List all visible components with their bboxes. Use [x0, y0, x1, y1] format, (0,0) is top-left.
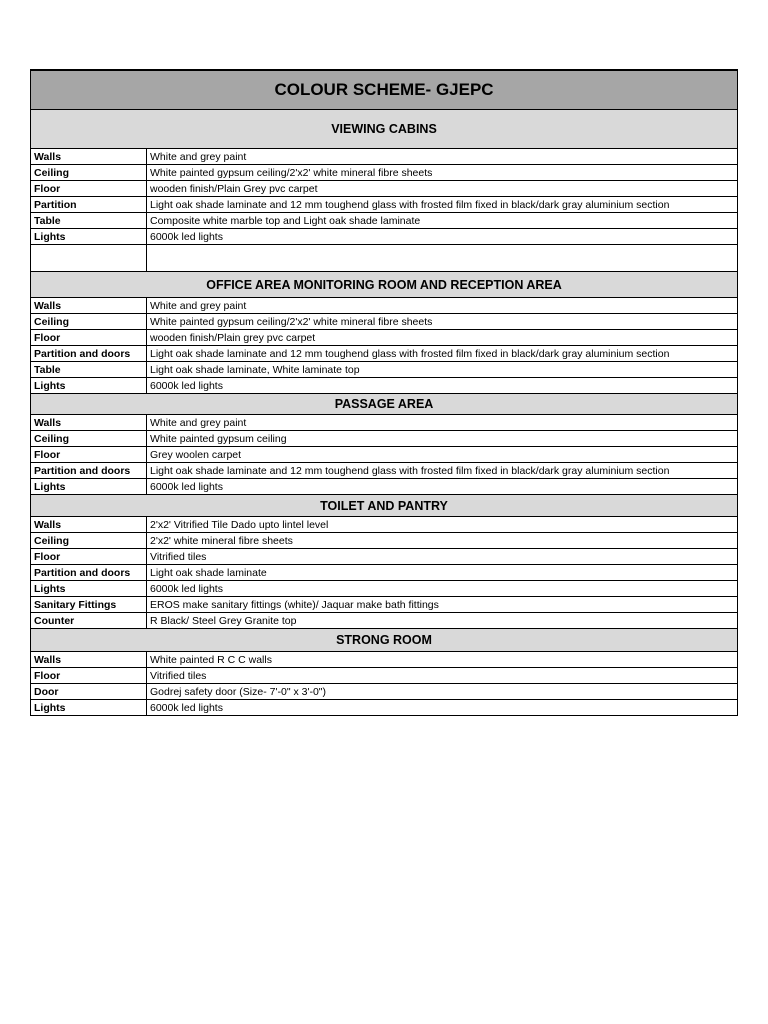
row-value: Vitrified tiles — [147, 549, 738, 565]
row-label: Table — [31, 362, 147, 378]
row-label: Floor — [31, 549, 147, 565]
row-label — [31, 245, 147, 272]
table-row — [31, 431, 738, 447]
section-header-row — [31, 629, 738, 652]
section-header-row — [31, 110, 738, 149]
row-value: Light oak shade laminate and 12 mm toughend glass with frosted film fixed in black/dark gray aluminium section — [147, 346, 738, 362]
table-row — [31, 298, 738, 314]
row-value: 6000k led lights — [147, 378, 738, 394]
row-label: Walls — [31, 652, 147, 668]
row-value: Grey woolen carpet — [147, 447, 738, 463]
row-value: White and grey paint — [147, 298, 738, 314]
row-label: Counter — [31, 613, 147, 629]
table-row — [31, 181, 738, 197]
section-header-row — [31, 394, 738, 415]
table-row — [31, 479, 738, 495]
table-row — [31, 229, 738, 245]
row-value: White and grey paint — [147, 415, 738, 431]
row-value: Vitrified tiles — [147, 668, 738, 684]
table-row — [31, 652, 738, 668]
row-value: White painted R C C walls — [147, 652, 738, 668]
row-label: Ceiling — [31, 431, 147, 447]
table-row — [31, 346, 738, 362]
row-label: Lights — [31, 229, 147, 245]
section-header-row — [31, 495, 738, 517]
row-label: Walls — [31, 415, 147, 431]
row-label: Floor — [31, 447, 147, 463]
row-value: 6000k led lights — [147, 700, 738, 716]
table-row — [31, 447, 738, 463]
row-value: Light oak shade laminate and 12 mm toughend glass with frosted film fixed in black/dark gray aluminium section — [147, 197, 738, 213]
row-value: wooden finish/Plain Grey pvc carpet — [147, 181, 738, 197]
row-label: Ceiling — [31, 533, 147, 549]
row-label: Walls — [31, 517, 147, 533]
row-label: Sanitary Fittings — [31, 597, 147, 613]
row-label: Lights — [31, 700, 147, 716]
row-value: Godrej safety door (Size- 7'-0" x 3'-0") — [147, 684, 738, 700]
table-row — [31, 245, 738, 272]
row-label: Lights — [31, 378, 147, 394]
row-label: Floor — [31, 181, 147, 197]
section-heading: OFFICE AREA MONITORING ROOM AND RECEPTION AREA — [31, 272, 738, 298]
table-row — [31, 463, 738, 479]
table-body — [31, 70, 738, 716]
row-label: Partition and doors — [31, 565, 147, 581]
table-row — [31, 684, 738, 700]
row-value — [147, 245, 738, 272]
table-row — [31, 565, 738, 581]
row-value: White and grey paint — [147, 149, 738, 165]
row-value: White painted gypsum ceiling/2'x2' white mineral fibre sheets — [147, 165, 738, 181]
table-row — [31, 517, 738, 533]
row-label: Floor — [31, 668, 147, 684]
row-value: 6000k led lights — [147, 479, 738, 495]
sheet-title: COLOUR SCHEME- GJEPC — [31, 70, 738, 110]
row-label: Floor — [31, 330, 147, 346]
title-row — [31, 70, 738, 110]
row-value: Light oak shade laminate — [147, 565, 738, 581]
row-label: Door — [31, 684, 147, 700]
row-value: White painted gypsum ceiling/2'x2' white mineral fibre sheets — [147, 314, 738, 330]
row-label: Table — [31, 213, 147, 229]
row-label: Partition and doors — [31, 463, 147, 479]
row-value: Light oak shade laminate and 12 mm toughend glass with frosted film fixed in black/dark gray aluminium section — [147, 463, 738, 479]
table-row — [31, 533, 738, 549]
row-label: Partition — [31, 197, 147, 213]
table-row — [31, 581, 738, 597]
row-label: Walls — [31, 149, 147, 165]
section-heading: PASSAGE AREA — [31, 394, 738, 415]
table-row — [31, 314, 738, 330]
table-row — [31, 415, 738, 431]
section-heading: VIEWING CABINS — [31, 110, 738, 149]
row-value: wooden finish/Plain grey pvc carpet — [147, 330, 738, 346]
row-label: Lights — [31, 581, 147, 597]
table-row — [31, 700, 738, 716]
row-value: 6000k led lights — [147, 581, 738, 597]
row-value: 2'x2' white mineral fibre sheets — [147, 533, 738, 549]
table-row — [31, 330, 738, 346]
row-value: 6000k led lights — [147, 229, 738, 245]
row-label: Walls — [31, 298, 147, 314]
table-row — [31, 197, 738, 213]
table-row — [31, 362, 738, 378]
row-value: 2'x2' Vitrified Tile Dado upto lintel level — [147, 517, 738, 533]
table-row — [31, 597, 738, 613]
table-row — [31, 149, 738, 165]
table-row — [31, 213, 738, 229]
row-value: Light oak shade laminate, White laminate top — [147, 362, 738, 378]
row-value: R Black/ Steel Grey Granite top — [147, 613, 738, 629]
row-value: White painted gypsum ceiling — [147, 431, 738, 447]
colour-scheme-table — [30, 69, 738, 716]
row-label: Lights — [31, 479, 147, 495]
row-value: EROS make sanitary fittings (white)/ Jaquar make bath fittings — [147, 597, 738, 613]
section-header-row — [31, 272, 738, 298]
section-heading: STRONG ROOM — [31, 629, 738, 652]
section-heading: TOILET AND PANTRY — [31, 495, 738, 517]
row-label: Partition and doors — [31, 346, 147, 362]
row-value: Composite white marble top and Light oak shade laminate — [147, 213, 738, 229]
table-row — [31, 613, 738, 629]
table-row — [31, 549, 738, 565]
row-label: Ceiling — [31, 314, 147, 330]
table-row — [31, 165, 738, 181]
row-label: Ceiling — [31, 165, 147, 181]
table-row — [31, 668, 738, 684]
table-row — [31, 378, 738, 394]
